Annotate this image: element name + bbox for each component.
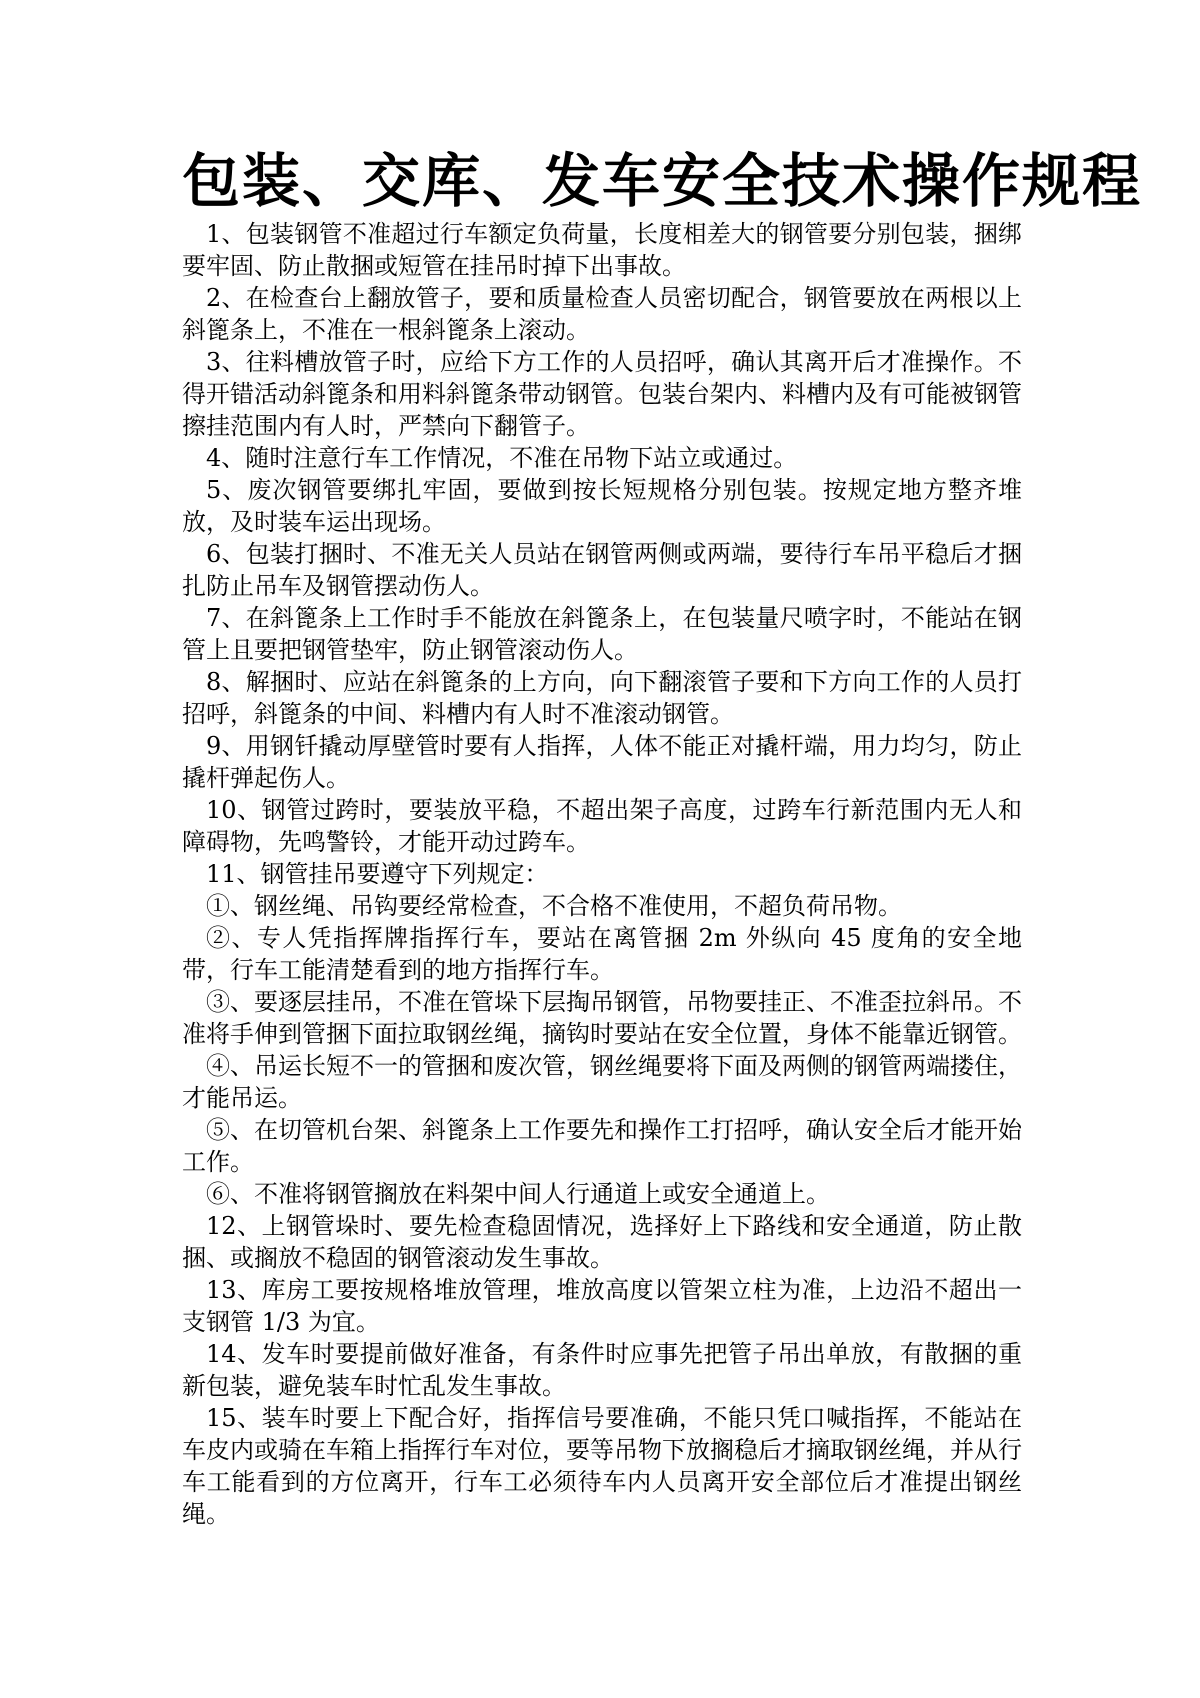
paragraph-3: 3、往料槽放管子时，应给下方工作的人员招呼，确认其离开后才准操作。不得开错活动斜篦条和用料斜篦条带动钢管。包装台架内、料槽内及有可能被钢管擦挂范围内有人时，严禁向下翻管子。 xyxy=(182,347,1022,440)
paragraph-15: 15、装车时要上下配合好，指挥信号要准确，不能只凭口喊指挥，不能站在车皮内或骑在车箱上指挥行车对位，要等吊物下放搁稳后才摘取钢丝绳，并从行车工能看到的方位离开，行车工必须待车内人员离开安全部位后才准提出钢丝绳。 xyxy=(182,1403,1022,1528)
sub-item-3: ③、要逐层挂吊，不准在管垛下层掏吊钢管，吊物要挂正、不准歪拉斜吊。不准将手伸到管捆下面拉取钢丝绳，摘钩时要站在安全位置，身体不能靠近钢管。 xyxy=(182,987,1022,1048)
paragraph-2: 2、在检查台上翻放管子，要和质量检查人员密切配合，钢管要放在两根以上斜篦条上，不准在一根斜篦条上滚动。 xyxy=(182,283,1022,344)
paragraph-7: 7、在斜篦条上工作时手不能放在斜篦条上，在包装量尺喷字时，不能站在钢管上且要把钢管垫牢，防止钢管滚动伤人。 xyxy=(182,603,1022,664)
sub-item-5: ⑤、在切管机台架、斜篦条上工作要先和操作工打招呼，确认安全后才能开始工作。 xyxy=(182,1115,1022,1176)
paragraph-1: 1、包装钢管不准超过行车额定负荷量，长度相差大的钢管要分别包装，捆绑要牢固、防止散捆或短管在挂吊时掉下出事故。 xyxy=(182,219,1022,280)
paragraph-14: 14、发车时要提前做好准备，有条件时应事先把管子吊出单放，有散捆的重新包装，避免装车时忙乱发生事故。 xyxy=(182,1339,1022,1400)
paragraph-10: 10、钢管过跨时，要装放平稳，不超出架子高度，过跨车行新范围内无人和障碍物，先鸣警铃，才能开动过跨车。 xyxy=(182,795,1022,856)
paragraph-4: 4、随时注意行车工作情况，不准在吊物下站立或通过。 xyxy=(206,443,798,472)
sub-item-1: ①、钢丝绳、吊钩要经常检查，不合格不准使用，不超负荷吊物。 xyxy=(206,891,902,920)
sub-item-6: ⑥、不准将钢管搁放在料架中间人行通道上或安全通道上。 xyxy=(206,1179,830,1208)
paragraph-9: 9、用钢钎撬动厚壁管时要有人指挥，人体不能正对撬杆端，用力均匀，防止撬杆弹起伤人。 xyxy=(182,731,1022,792)
paragraph-12: 12、上钢管垛时、要先检查稳固情况，选择好上下路线和安全通道，防止散捆、或搁放不稳固的钢管滚动发生事故。 xyxy=(182,1211,1022,1272)
paragraph-8: 8、解捆时、应站在斜篦条的上方向，向下翻滚管子要和下方向工作的人员打招呼，斜篦条的中间、料槽内有人时不准滚动钢管。 xyxy=(182,667,1022,728)
paragraph-5: 5、废次钢管要绑扎牢固，要做到按长短规格分别包装。按规定地方整齐堆放，及时装车运出现场。 xyxy=(182,475,1022,536)
paragraph-13: 13、库房工要按规格堆放管理，堆放高度以管架立柱为准，上边沿不超出一支钢管 1/3 为宜。 xyxy=(182,1275,1022,1336)
paragraph-6: 6、包装打捆时、不准无关人员站在钢管两侧或两端，要待行车吊平稳后才捆扎防止吊车及钢管摆动伤人。 xyxy=(182,539,1022,600)
sub-item-2: ②、专人凭指挥牌指挥行车，要站在离管捆 2m 外纵向 45 度角的安全地带，行车工能清楚看到的地方指挥行车。 xyxy=(182,923,1022,984)
document-page xyxy=(182,147,1143,1530)
sub-item-4: ④、吊运长短不一的管捆和废次管，钢丝绳要将下面及两侧的钢管两端搂住，才能吊运。 xyxy=(182,1051,1022,1112)
document-title: 包装、交库、发车安全技术操作规程 xyxy=(182,147,1143,215)
paragraph-11: 11、钢管挂吊要遵守下列规定： xyxy=(206,859,549,888)
